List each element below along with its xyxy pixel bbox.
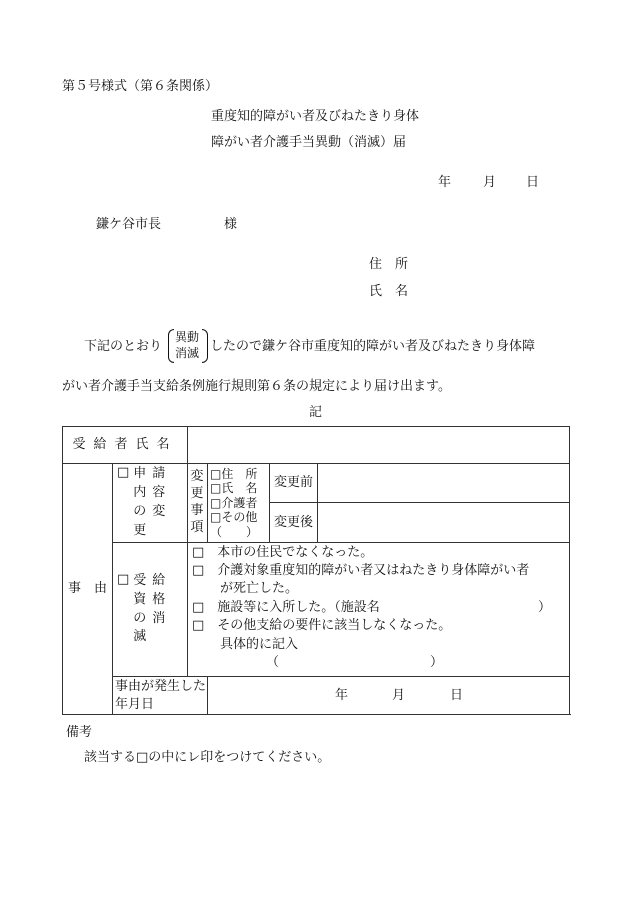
form-title-line1: 重度知的障がい者及びねたきり身体 [211, 109, 420, 124]
loss-item-facility[interactable]: □ 施設等に入所した。（施設名 [192, 600, 380, 615]
change-item-other[interactable]: □その他 [210, 510, 258, 525]
change-type-choice [168, 329, 208, 363]
occurred-label-cell [113, 677, 208, 715]
date-month-label: 月 [483, 175, 497, 190]
address-label: 住 所 [369, 257, 409, 272]
after-value-field[interactable] [318, 503, 570, 543]
addressee-honorific: 様 [224, 217, 238, 232]
left-bracket [168, 329, 174, 363]
occurred-year-label: 年 [335, 688, 349, 703]
recipient-name-field[interactable] [188, 427, 570, 464]
change-request-label: 申請内容の変更 [133, 466, 172, 538]
body-prefix: 下記のとおり [84, 339, 163, 354]
loss-items-cell [188, 543, 570, 677]
remarks-label: 備考 [66, 725, 93, 740]
addressee-name: 鎌ケ谷市長 [96, 217, 162, 232]
choice-extinction: 消滅 [175, 346, 200, 360]
facility-close-paren: ） [538, 600, 552, 615]
loss-checkbox[interactable]: □ [117, 571, 130, 587]
date-day-label: 日 [526, 175, 540, 190]
before-value-field[interactable] [318, 464, 570, 503]
change-item-other-detail[interactable]: （ ） [210, 524, 259, 539]
recipient-label-cell [63, 427, 188, 464]
choice-change: 異動 [175, 330, 200, 344]
after-label-cell [270, 503, 318, 543]
change-items-list-cell [208, 464, 270, 543]
change-item-name[interactable]: □氏 名 [210, 481, 258, 496]
change-request-cell [113, 464, 188, 543]
change-item-address[interactable]: □住 所 [210, 467, 258, 482]
loss-item-death-cont: が死亡した。 [220, 581, 299, 596]
right-bracket [202, 329, 208, 363]
detail-open-paren: （ [266, 655, 280, 670]
change-items-label: 変更事項 [190, 469, 204, 535]
form-title-line2: 障がい者介護手当異動（消滅）届 [211, 135, 407, 150]
name-label: 氏 名 [369, 284, 409, 299]
detail-close-paren: ） [430, 655, 444, 670]
loss-item-nonresident[interactable]: □ 本市の住民でなくなった。 [192, 545, 374, 560]
recipient-label: 受給者氏名 [72, 437, 178, 453]
loss-label: 受給資格の消滅 [133, 572, 172, 645]
loss-item-other[interactable]: □ その他支給の要件に該当しなくなった。 [192, 618, 452, 633]
body-line2: がい者介護手当支給条例施行規則第６条の規定により届け出ます。 [62, 379, 451, 394]
after-label: 変更後 [274, 514, 314, 530]
occurred-label: 事由が発生した年月日 [115, 678, 207, 712]
occurred-date-field[interactable] [208, 677, 570, 715]
change-items-label-cell [188, 464, 208, 543]
ki-heading: 記 [309, 405, 323, 420]
before-label-cell [270, 464, 318, 503]
remarks-text: 該当する□の中にレ印をつけてください。 [84, 750, 331, 765]
form-number: 第５号様式（第６条関係） [62, 79, 219, 94]
form-table [62, 426, 570, 715]
detail-label: 具体的に記入 [220, 637, 299, 652]
loss-cell [113, 543, 188, 677]
body-suffix: したので鎌ケ谷市重度知的障がい者及びねたきり身体障 [210, 339, 536, 354]
date-year-label: 年 [438, 175, 452, 190]
loss-item-death[interactable]: □ 介護対象重度知的障がい者又はねたきり身体障がい者 [192, 563, 530, 578]
reason-label-cell [63, 464, 113, 715]
occurred-day-label: 日 [450, 688, 464, 703]
occurred-month-label: 月 [392, 688, 406, 703]
before-label: 変更前 [274, 475, 314, 491]
change-item-caregiver[interactable]: □介護者 [210, 495, 258, 510]
reason-label: 事 由 [67, 581, 107, 597]
change-request-checkbox[interactable]: □ [117, 465, 130, 481]
